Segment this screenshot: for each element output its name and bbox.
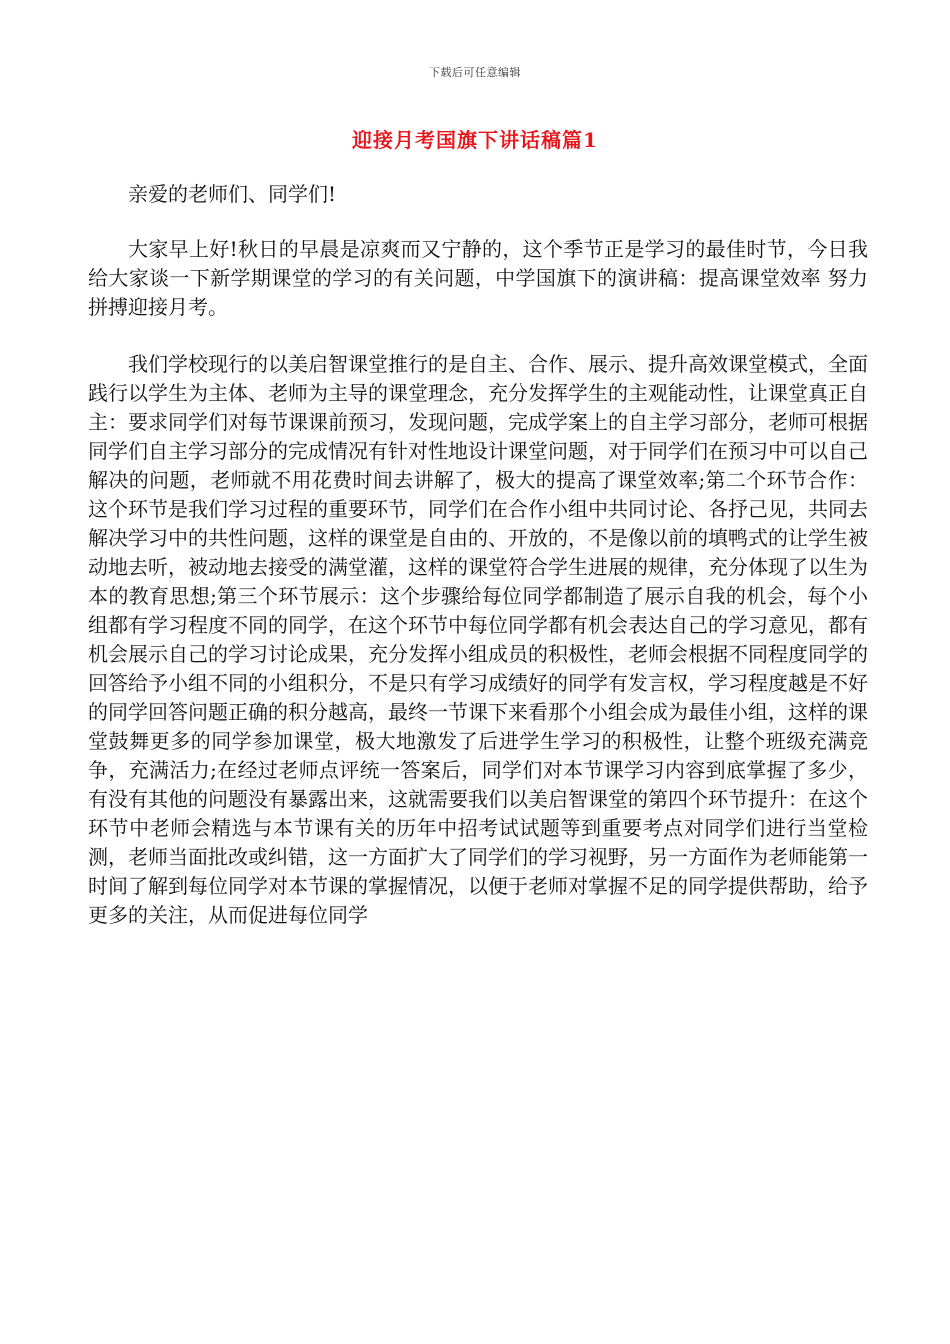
header-note: 下载后可任意编辑 xyxy=(429,66,521,79)
paragraph-2: 我们学校现行的以美启智课堂推行的是自主、合作、展示、提升高效课堂模式，全面践行以学生为主体、老师为主导的课堂理念，充分发挥学生的主观能动性，让课堂真正自主：要求同学们对每节课课前预习，发现问题，完成学案上的自主学习部分，老师可根据同学们自主学习部分的完成情况有针对性地设计课堂问题，对于同学们在预习中可以自己解决的问题，老师就不用花费时间去讲解了，极大的提高了课堂效率;第二个环节合作：这个环节是我们学习过程的重要环节，同学们在合作小组中共同讨论、各抒己见，共同去解决学习中的共性问题，这样的课堂是自由的、开放的，不是像以前的填鸭式的让学生被动地去听，被动地去接受的满堂灌，这样的课堂符合学生进展的规律，充分体现了以生为本的教育思想;第三个环节展示：这个步骤给每位同学都制造了展示自我的机会，每个小组都有学习程度不同的同学，在这个环节中每位同学都有机会表达自己的学习意见，都有机会展示自己的学习讨论成果，充分发挥小组成员的积极性，老师会根据不同程度同学的回答给予小组不同的小组积分，不是只有学习成绩好的同学有发言权，学习程度越是不好的同学回答问题正确的积分越高，最终一节课下来看那个小组会成为最佳小组，这样的课堂鼓舞更多的同学参加课堂，极大地激发了后进学生学习的积极性，让整个班级充满竞争，充满活力;在经过老师点评统一答案后，同学们对本节课学习内容到底掌握了多少，有没有其他的问题没有暴露出来，这就需要我们以美启智课堂的第四个环节提升：在这个环节中老师会精选与本节课有关的历年中招考试试题等到重要考点对同学们进行当堂检测，老师当面批改或纠错，这一方面扩大了同学们的学习视野，另一方面作为老师能第一时间了解到每位同学对本节课的掌握情况，以便于老师对掌握不足的同学提供帮助，给予更多的关注，从而促进每位同学 xyxy=(88,352,868,927)
document-body xyxy=(88,180,868,930)
greeting: 亲爱的老师们、同学们! xyxy=(128,182,337,206)
paragraph-1: 大家早上好!秋日的早晨是凉爽而又宁静的，这个季节正是学习的最佳时节，今日我给大家谈一下新学期课堂的学习的有关问题，中学国旗下的演讲稿：提高课堂效率 努力拼搏迎接月考。 xyxy=(88,237,868,319)
document-title: 迎接月考国旗下讲话稿篇1 xyxy=(352,128,598,152)
